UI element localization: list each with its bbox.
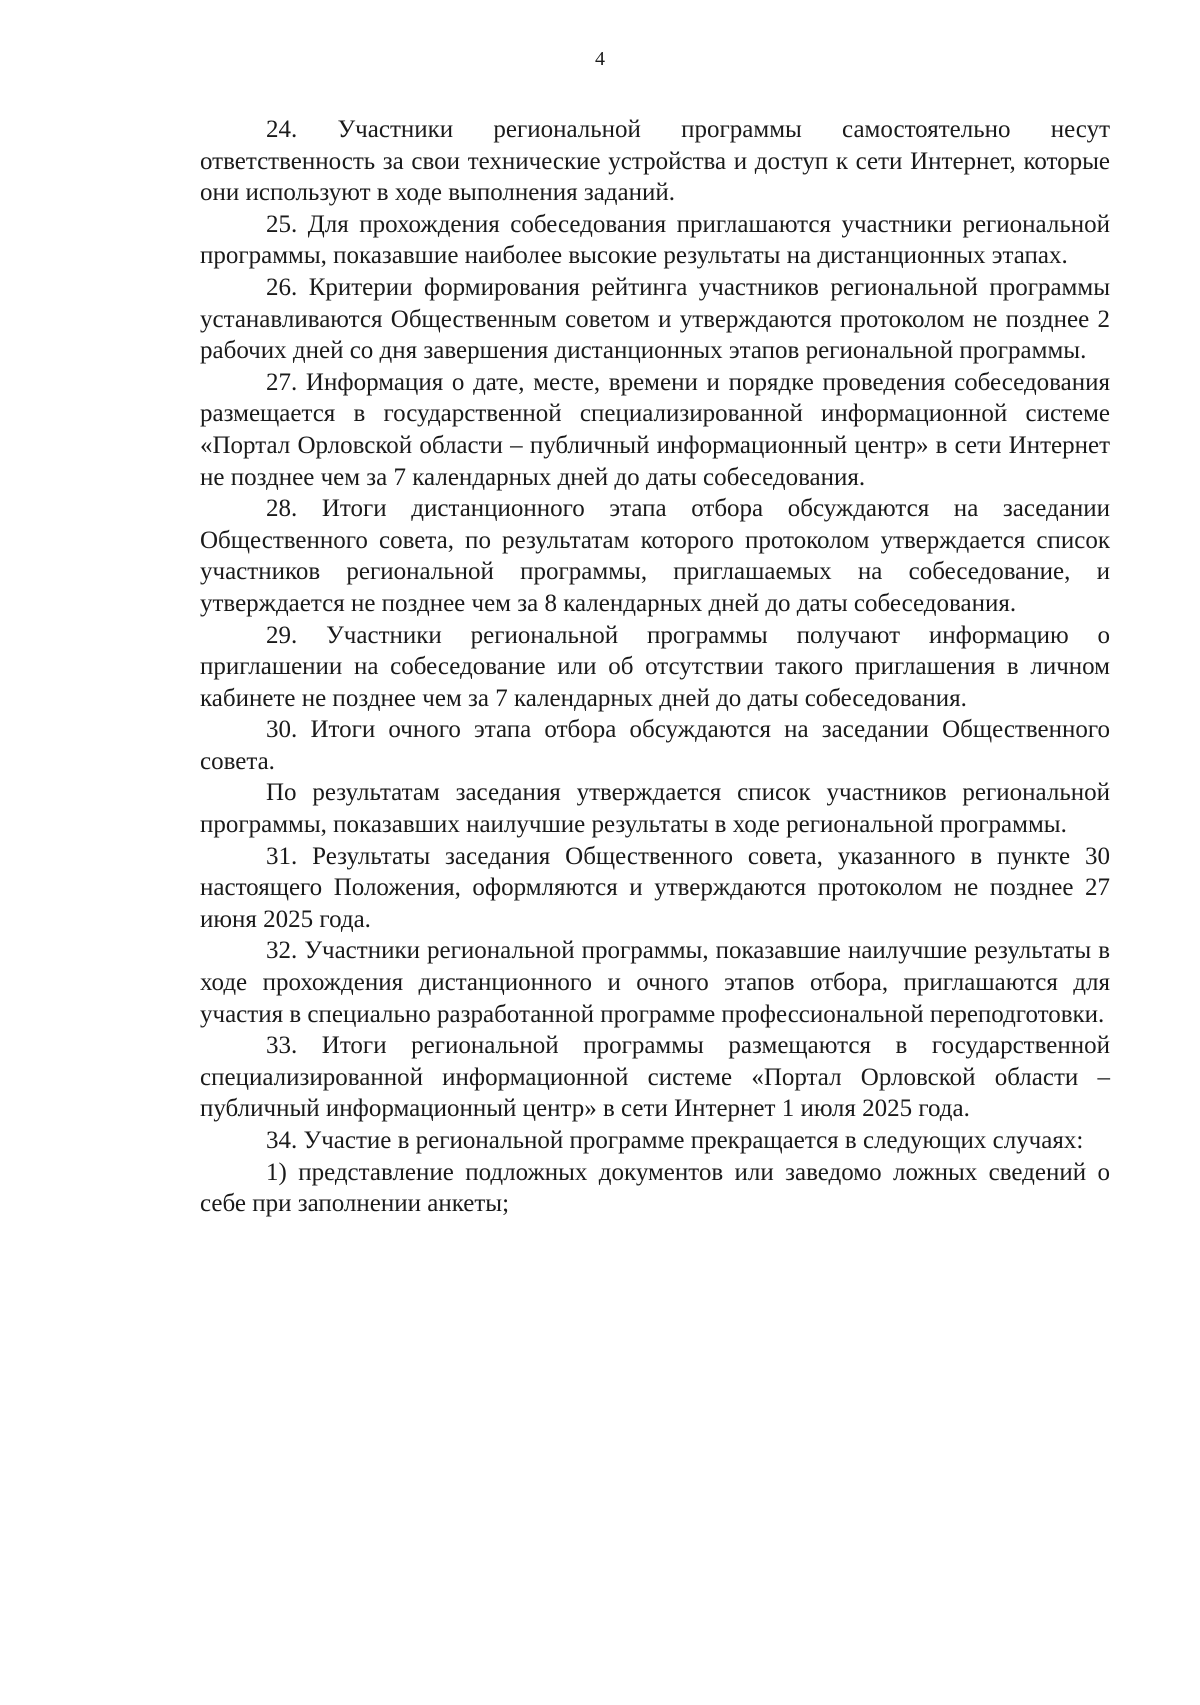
paragraph-24: 24. Участники региональной программы самостоятельно несут ответственность за свои технические устройства и доступ к сети Интернет, которые они используют в ходе выполнения заданий. <box>200 116 1110 207</box>
paragraph-34-subitems <box>200 1157 1110 1220</box>
paragraph-34: 34. Участие в региональной программе прекращается в следующих случаях: <box>266 1127 1084 1154</box>
paragraph-26: 26. Критерии формирования рейтинга участников региональной программы устанавливаются Общественным советом и утверждаются протоколом не позднее 2 рабочих дней со дня завершения дистанционных этапов региональной программы. <box>200 273 1110 365</box>
paragraph-30: 30. Итоги очного этапа отбора обсуждаются на заседании Общественного совета. <box>200 716 1110 775</box>
paragraph-31: 31. Результаты заседания Общественного совета, указанного в пункте 30 настоящего Положения, оформляются и утверждаются протоколом не позднее 27 июня 2025 года. <box>200 842 1110 933</box>
paragraph-25: 25. Для прохождения собеседования приглашаются участники региональной программы, показавшие наиболее высокие результаты на дистанционных этапах. <box>200 210 1110 270</box>
paragraph-30-continuation: По результатам заседания утверждается список участников региональной программы, показавших наилучшие результаты в ходе региональной программы. <box>200 779 1110 839</box>
paragraph-32: 32. Участники региональной программы, показавшие наилучшие результаты в ходе прохождения дистанционного и очного этапов отбора, приглашаются для участия в специально разработанной программе профессиональной переподготовки. <box>200 937 1110 1028</box>
document-body <box>200 114 1110 1220</box>
paragraph-27: 27. Информация о дате, месте, времени и порядке проведения собеседования размещается в государственной специализированной информационной системе «Портал Орловской области – публичный информационный центр» в сети Интернет не позднее чем за 7 календарных дней до даты собеседования. <box>200 368 1110 491</box>
paragraph-33: 33. Итоги региональной программы размещаются в государственной специализированной информационной системе «Портал Орловской области – публичный информационный центр» в сети Интернет 1 июля 2025 года. <box>200 1032 1110 1123</box>
paragraph-28: 28. Итоги дистанционного этапа отбора обсуждаются на заседании Общественного совета, по результатам которого протоколом утверждается список участников региональной программы, приглашаемых на собеседование, и утверждается не позднее чем за 8 календарных дней до даты собеседования. <box>200 495 1110 617</box>
list-item: 1) представление подложных документов или заведомо ложных сведений о себе при заполнении анкеты; <box>200 1158 1110 1218</box>
page-number: 4 <box>595 48 605 70</box>
paragraph-29: 29. Участники региональной программы получают информацию о приглашении на собеседование или об отсутствии такого приглашения в личном кабинете не позднее чем за 7 календарных дней до даты собеседования. <box>200 621 1110 712</box>
